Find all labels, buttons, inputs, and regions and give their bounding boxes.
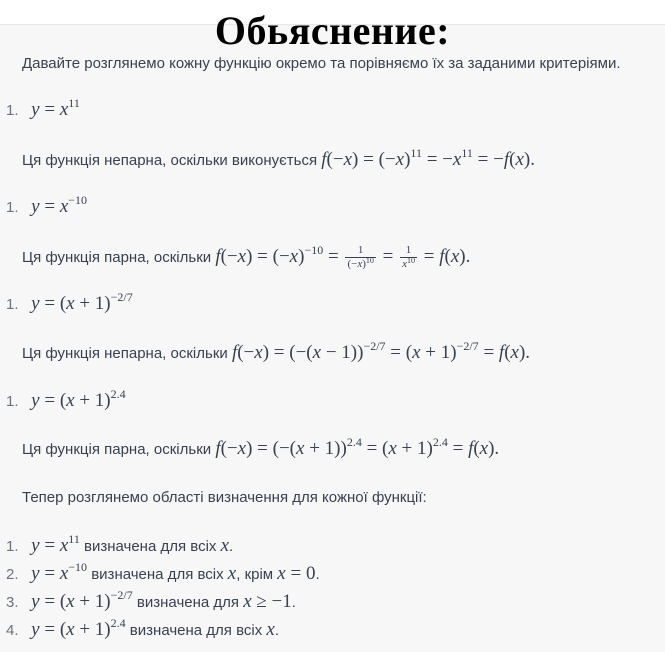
formula: $y = (x + 1)^{-2/7}$ <box>31 290 133 314</box>
function-description: Ця функція парна, оскільки $f(-x) = (-(x + 1))^{2.4} = (x + 1)^{2.4} = f(x)$. <box>22 435 500 459</box>
list-number: 1. <box>6 296 19 313</box>
domain-item: 1. $y = x^{11}$ визначена для всіх x. <box>6 532 234 556</box>
function-description: Ця функція непарна, оскільки $f(-x) = (-(x - 1))^{-2/7} = (x + 1)^{-2/7} = f(x)$. <box>22 339 531 363</box>
domain-item: 3. $y = (x + 1)^{-2/7}$ визначена для x ≥ −1. <box>6 588 296 612</box>
list-number: 1. <box>6 393 19 410</box>
list-number: 1. <box>6 102 19 119</box>
function-item <box>6 387 126 412</box>
function-item <box>6 193 88 218</box>
function-description: Ця функція непарна, оскільки виконується $f(-x) = (-x)^{11} = -x^{11} = -f(x)$. <box>22 146 535 170</box>
page-title: Обьяснение: <box>214 8 451 53</box>
formula: $y = x^{11}$ <box>31 96 80 120</box>
list-number: 2. <box>6 566 19 583</box>
list-number: 3. <box>6 594 19 611</box>
domain-item: 4. $y = (x + 1)^{2.4}$ визначена для всіх x. <box>6 616 279 640</box>
list-number: 1. <box>6 538 19 555</box>
formula: $y = x^{-10}$ <box>31 193 88 217</box>
list-number: 4. <box>6 622 19 639</box>
domains-intro: Тепер розглянемо області визначення для кожної функції: <box>22 489 427 506</box>
function-item <box>6 290 133 315</box>
list-number: 1. <box>6 199 19 216</box>
formula: $y = (x + 1)^{2.4}$ <box>31 387 126 411</box>
domain-item: 2. $y = x^{-10}$ визначена для всіх x, крім x = 0. <box>6 560 320 584</box>
function-description: Ця функція парна, оскільки $f(-x) = (-x)^{-10}$ = $\frac{1}{(-x)^{10}}$ = $\frac{1}{x^{10}}$ = f(x). <box>22 242 471 270</box>
intro-text: Давайте розглянемо кожну функцію окремо та порівняємо їх за заданими критеріями. <box>22 55 621 72</box>
function-item <box>6 96 80 121</box>
